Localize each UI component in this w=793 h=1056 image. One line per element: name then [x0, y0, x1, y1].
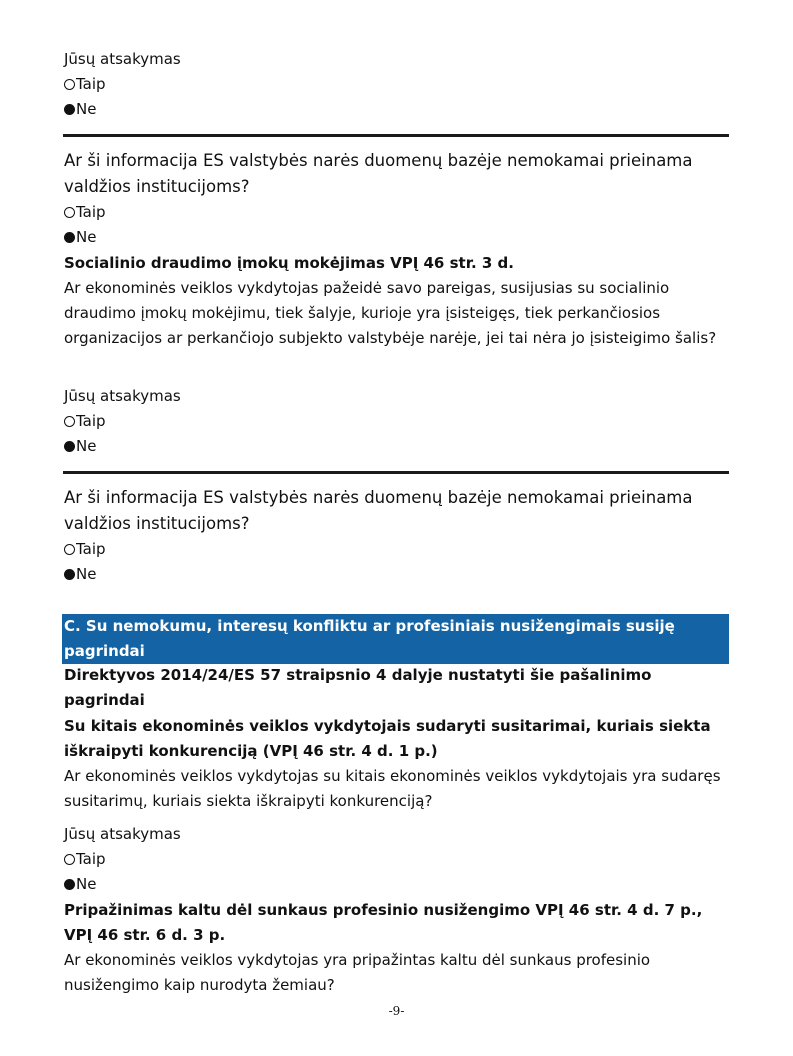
- radio-empty-icon[interactable]: [64, 207, 75, 218]
- option-no-label: Ne: [76, 565, 97, 583]
- option-yes[interactable]: [64, 847, 106, 872]
- radio-empty-icon[interactable]: [64, 544, 75, 555]
- option-yes-label: Taip: [76, 850, 106, 868]
- option-no[interactable]: [64, 225, 96, 250]
- question-text: Ar ekonominės veiklos vykdytojas pažeidė savo pareigas, susijusias su socialinio draudimo įmokų mokėjimu, tiek šalyje, kurioje yra įsisteigęs, tiek perkančiosios organizacijos ar perkančiojo subjekto valstybėje narėje, jei tai nėra jo įsisteigimo šalis?: [64, 279, 717, 347]
- section-intro: Direktyvos 2014/24/ES 57 straipsnio 4 dalyje nustatyti šie pašalinimo pagrindai: [64, 666, 652, 709]
- divider: [63, 134, 729, 137]
- radio-empty-icon[interactable]: [64, 416, 75, 427]
- misconduct-question: Ar ekonominės veiklos vykdytojas yra pripažintas kaltu dėl sunkaus profesinio nusižengimo kaip nurodyta žemiau?: [64, 951, 651, 994]
- registry-question: Ar ši informacija ES valstybės narės duomenų bazėje nemokamai prieinama valdžios institucijoms?: [64, 151, 693, 196]
- option-yes[interactable]: [64, 72, 106, 97]
- option-no[interactable]: [64, 97, 96, 122]
- registry-question: Ar ši informacija ES valstybės narės duomenų bazėje nemokamai prieinama valdžios institucijoms?: [64, 488, 693, 533]
- section-heading: Socialinio draudimo įmokų mokėjimas VPĮ 46 str. 3 d.: [64, 254, 514, 272]
- option-yes[interactable]: [64, 200, 106, 225]
- radio-filled-icon[interactable]: [64, 441, 75, 452]
- radio-filled-icon[interactable]: [64, 104, 75, 115]
- answer-label: Jūsų atsakymas: [64, 825, 181, 843]
- answer-label: Jūsų atsakymas: [64, 50, 181, 68]
- radio-empty-icon[interactable]: [64, 854, 75, 865]
- option-no[interactable]: [64, 872, 96, 897]
- radio-empty-icon[interactable]: [64, 79, 75, 90]
- option-no[interactable]: [64, 434, 96, 459]
- agreements-heading: Su kitais ekonominės veiklos vykdytojais sudaryti susitarimai, kuriais siekta iškraipyti konkurenciją (VPĮ 46 str. 4 d. 1 p.): [64, 717, 711, 760]
- option-yes-label: Taip: [76, 412, 106, 430]
- option-yes[interactable]: [64, 409, 106, 434]
- option-no-label: Ne: [76, 100, 97, 118]
- option-yes-label: Taip: [76, 75, 106, 93]
- option-no-label: Ne: [76, 437, 97, 455]
- misconduct-heading: Pripažinimas kaltu dėl sunkaus profesinio nusižengimo VPĮ 46 str. 4 d. 7 p., VPĮ 46 str. 6 d. 3 p.: [64, 901, 703, 944]
- divider: [63, 471, 729, 474]
- option-no-label: Ne: [76, 875, 97, 893]
- option-no-label: Ne: [76, 228, 97, 246]
- option-yes-label: Taip: [76, 540, 106, 558]
- page-number: -9-: [388, 1004, 405, 1018]
- agreements-question: Ar ekonominės veiklos vykdytojas su kitais ekonominės veiklos vykdytojais yra sudaręs susitarimų, kuriais siekta iškraipyti konkurenciją?: [64, 767, 721, 810]
- radio-filled-icon[interactable]: [64, 232, 75, 243]
- option-no[interactable]: [64, 562, 96, 587]
- radio-filled-icon[interactable]: [64, 569, 75, 580]
- radio-filled-icon[interactable]: [64, 879, 75, 890]
- answer-label: Jūsų atsakymas: [64, 387, 181, 405]
- option-yes-label: Taip: [76, 203, 106, 221]
- option-yes[interactable]: [64, 537, 106, 562]
- section-c-banner: C. Su nemokumu, interesų konfliktu ar profesiniais nusižengimais susiję pagrindai: [62, 614, 729, 664]
